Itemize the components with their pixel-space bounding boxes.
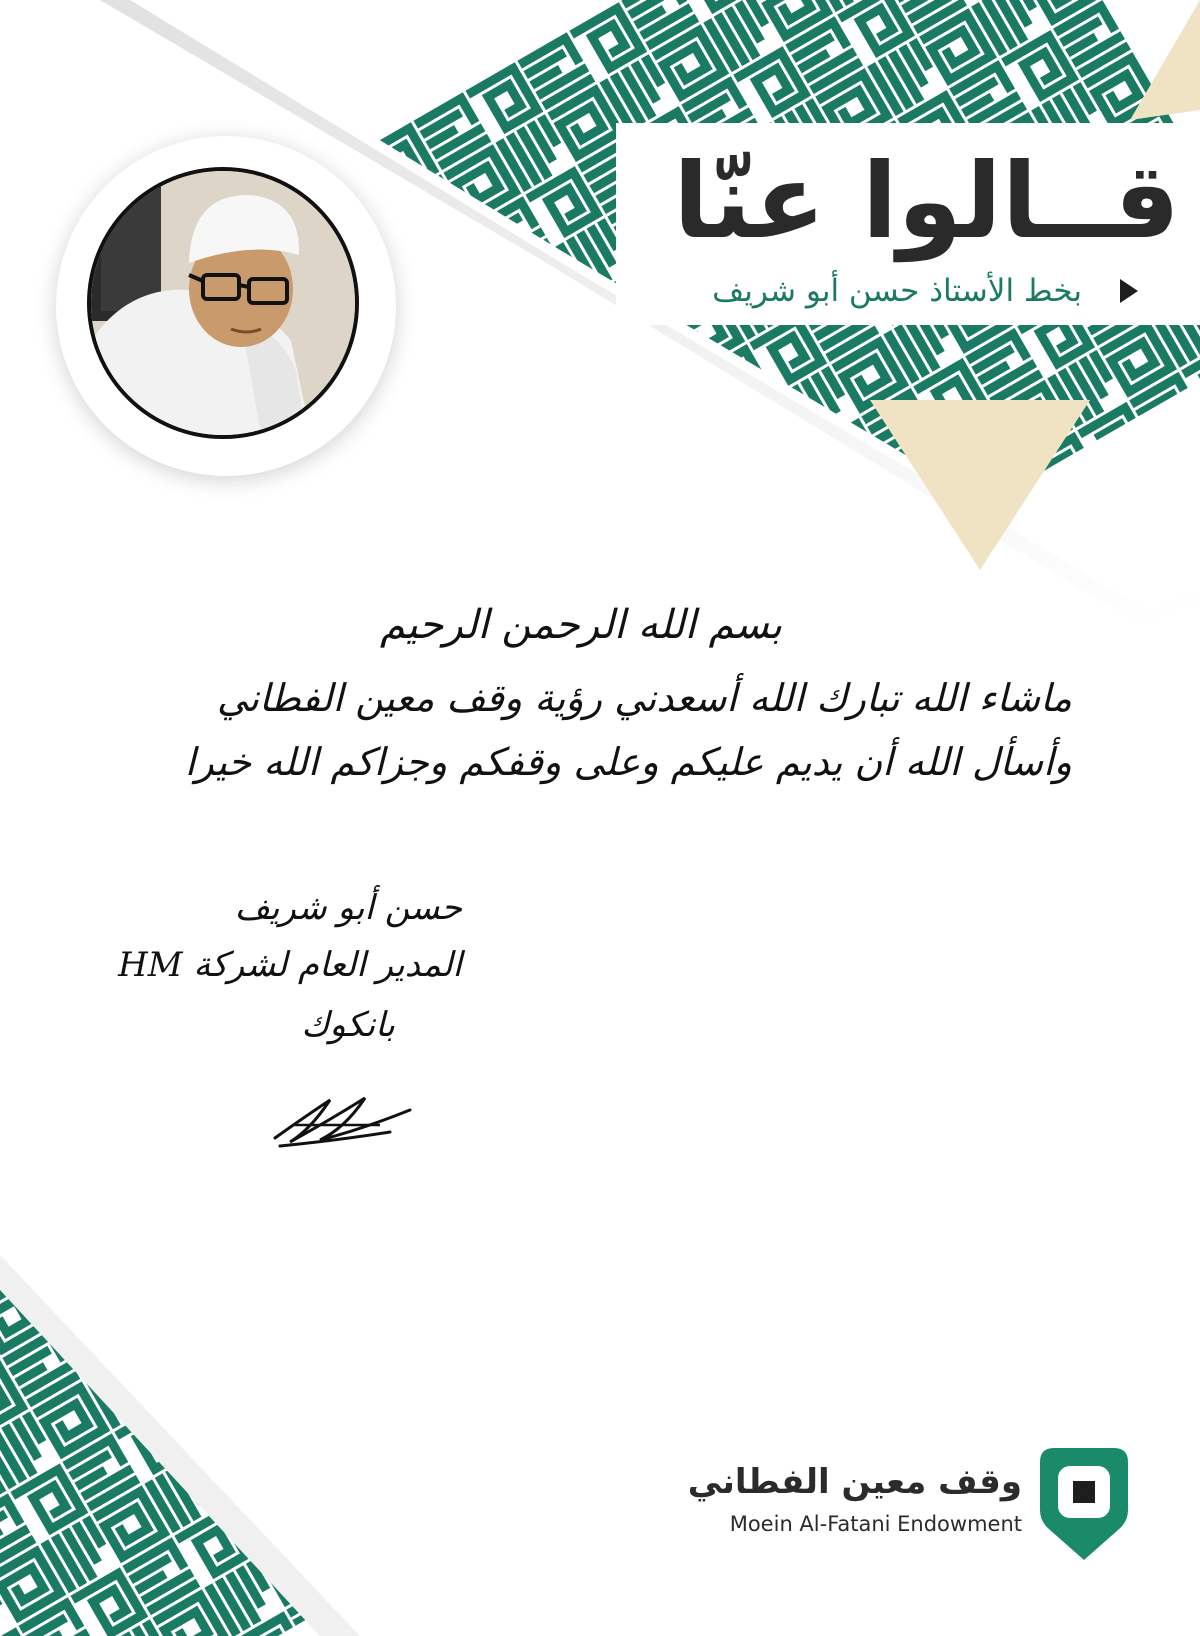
play-icon (1120, 279, 1138, 303)
handwritten-letter (0, 580, 1200, 1160)
logo-name-arabic: وقف معين الفطاني (687, 1462, 1022, 1502)
portrait-illustration (91, 171, 355, 435)
portrait-photo (87, 167, 359, 439)
letter-line-1: ماشاء الله تبارك الله أسعدني رؤية وقف معين الفطاني (216, 676, 1072, 720)
logo-name-english: Moein Al-Fatani Endowment (729, 1512, 1022, 1536)
logo-pin-icon (1040, 1448, 1128, 1560)
page-subtitle: بخط الأستاذ حسن أبو شريف (712, 273, 1082, 309)
page-title: قــالوا عنّا (673, 140, 1180, 262)
letter-line-2: وأسأل الله أن يديم عليكم وعلى وقفكم وجزاكم الله خيرا (184, 740, 1072, 784)
signer-place: بانكوك (301, 1005, 395, 1045)
signature-mark (270, 1080, 420, 1150)
letter-basmala: بسم الله الرحمن الرحيم (379, 602, 782, 648)
title-panel (616, 123, 1200, 325)
signer-title: المدير العام لشركة HM (118, 945, 462, 985)
signer-name: حسن أبو شريف (234, 888, 462, 928)
